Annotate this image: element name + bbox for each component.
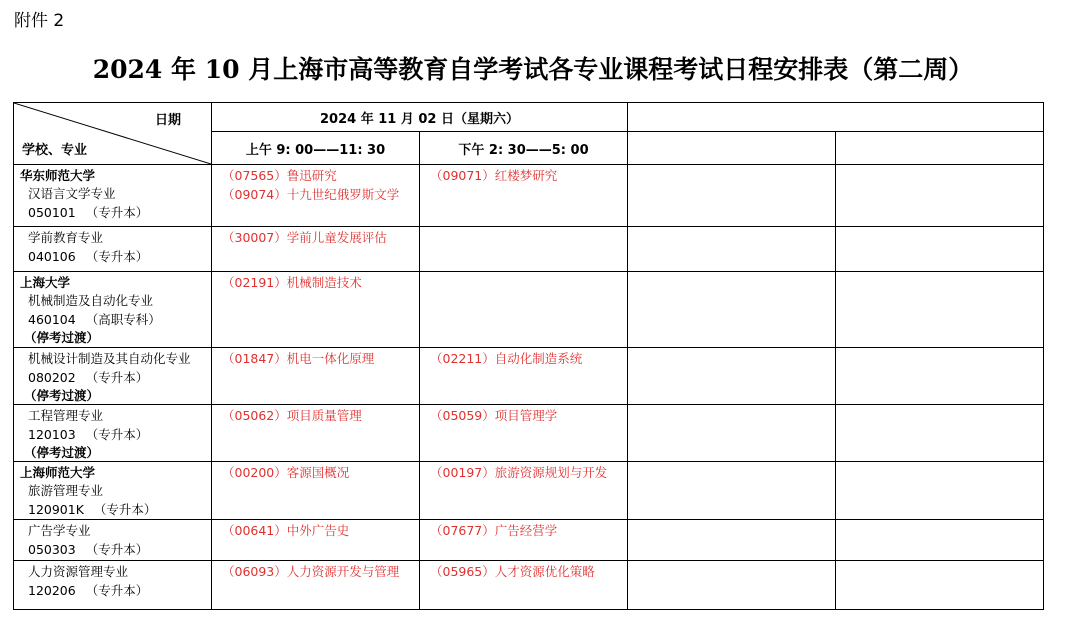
university-name: 华东师范大学: [20, 168, 96, 183]
exam-course: （00197）旅游资源规划与开发: [430, 465, 608, 480]
date-header-label: 日期: [154, 113, 181, 128]
exam-course: （30007）学前儿童发展评估: [222, 230, 387, 245]
suspension-note: （停考过渡）: [24, 445, 100, 460]
suspension-note: （停考过渡）: [24, 388, 100, 403]
exam-course: （00200）客源国概况: [222, 465, 350, 480]
exam-course: （05059）项目管理学: [430, 408, 558, 423]
exam-course: （05062）项目质量管理: [222, 408, 362, 423]
major-name: 机械设计制造及其自动化专业: [28, 351, 191, 366]
school-header-label: 学校、专业: [22, 143, 88, 158]
major-code: 120206: [28, 582, 76, 598]
major-code: 120901K: [28, 501, 84, 517]
university-name: 上海师范大学: [20, 465, 96, 480]
major-name: 汉语言文学专业: [28, 186, 116, 201]
major-kind: （专升本）: [85, 248, 149, 264]
university-name: 上海大学: [20, 275, 71, 290]
attachment-label: 附件 2: [14, 11, 65, 31]
exam-course: （09071）红楼梦研究: [430, 168, 558, 183]
table-row: [14, 348, 1044, 405]
suspension-note: （停考过渡）: [24, 330, 100, 345]
exam-course: （01847）机电一体化原理: [222, 351, 375, 366]
date-header: 2024 年 11 月 02 日（星期六）: [212, 103, 628, 132]
table-row: [14, 227, 1044, 272]
exam-course: （05965）人才资源优化策略: [430, 564, 595, 579]
empty-date-header: [628, 103, 1044, 132]
major-kind: （专升本）: [93, 501, 157, 517]
major-code: 120103: [28, 426, 76, 442]
empty-header: [628, 132, 836, 165]
table-row: [14, 462, 1044, 520]
afternoon-header: 下午 2: 30——5: 00: [420, 132, 628, 165]
header-corner-cell: [14, 103, 212, 165]
table-row: [14, 165, 1044, 227]
page-title: 2024 年 10 月上海市高等教育自学考试各专业课程考试日程安排表（第二周）: [92, 55, 974, 84]
exam-course: （00641）中外广告史: [222, 523, 350, 538]
major-kind: （专升本）: [85, 582, 149, 598]
table-row: [14, 520, 1044, 561]
major-code: 080202: [28, 369, 76, 385]
table-row: [14, 405, 1044, 462]
major-kind: （专升本）: [85, 369, 149, 385]
schedule-table: [13, 102, 1044, 610]
major-kind: （高职专科）: [85, 311, 161, 327]
exam-course: （02191）机械制造技术: [222, 275, 362, 290]
major-code: 040106: [28, 248, 76, 264]
major-name: 工程管理专业: [28, 408, 104, 423]
major-code: 050101: [28, 204, 76, 220]
major-kind: （专升本）: [85, 426, 149, 442]
exam-course: （06093）人力资源开发与管理: [222, 564, 400, 579]
table-row: [14, 272, 1044, 348]
major-name: 旅游管理专业: [28, 483, 104, 498]
major-name: 机械制造及自动化专业: [28, 293, 154, 308]
exam-course: （09074）十九世纪俄罗斯文学: [222, 186, 400, 202]
morning-header: 上午 9: 00——11: 30: [212, 132, 420, 165]
major-code: 050303: [28, 541, 76, 557]
major-name: 广告学专业: [28, 523, 91, 538]
major-name: 学前教育专业: [28, 230, 104, 245]
exam-course: （07677）广告经营学: [430, 523, 558, 538]
table-row: [14, 561, 1044, 610]
empty-header: [836, 132, 1044, 165]
exam-course: （07565）鲁迅研究: [222, 168, 337, 183]
major-name: 人力资源管理专业: [28, 564, 129, 579]
major-kind: （专升本）: [85, 541, 149, 557]
major-code: 460104: [28, 311, 76, 327]
exam-course: （02211）自动化制造系统: [430, 351, 583, 366]
major-kind: （专升本）: [85, 204, 149, 220]
